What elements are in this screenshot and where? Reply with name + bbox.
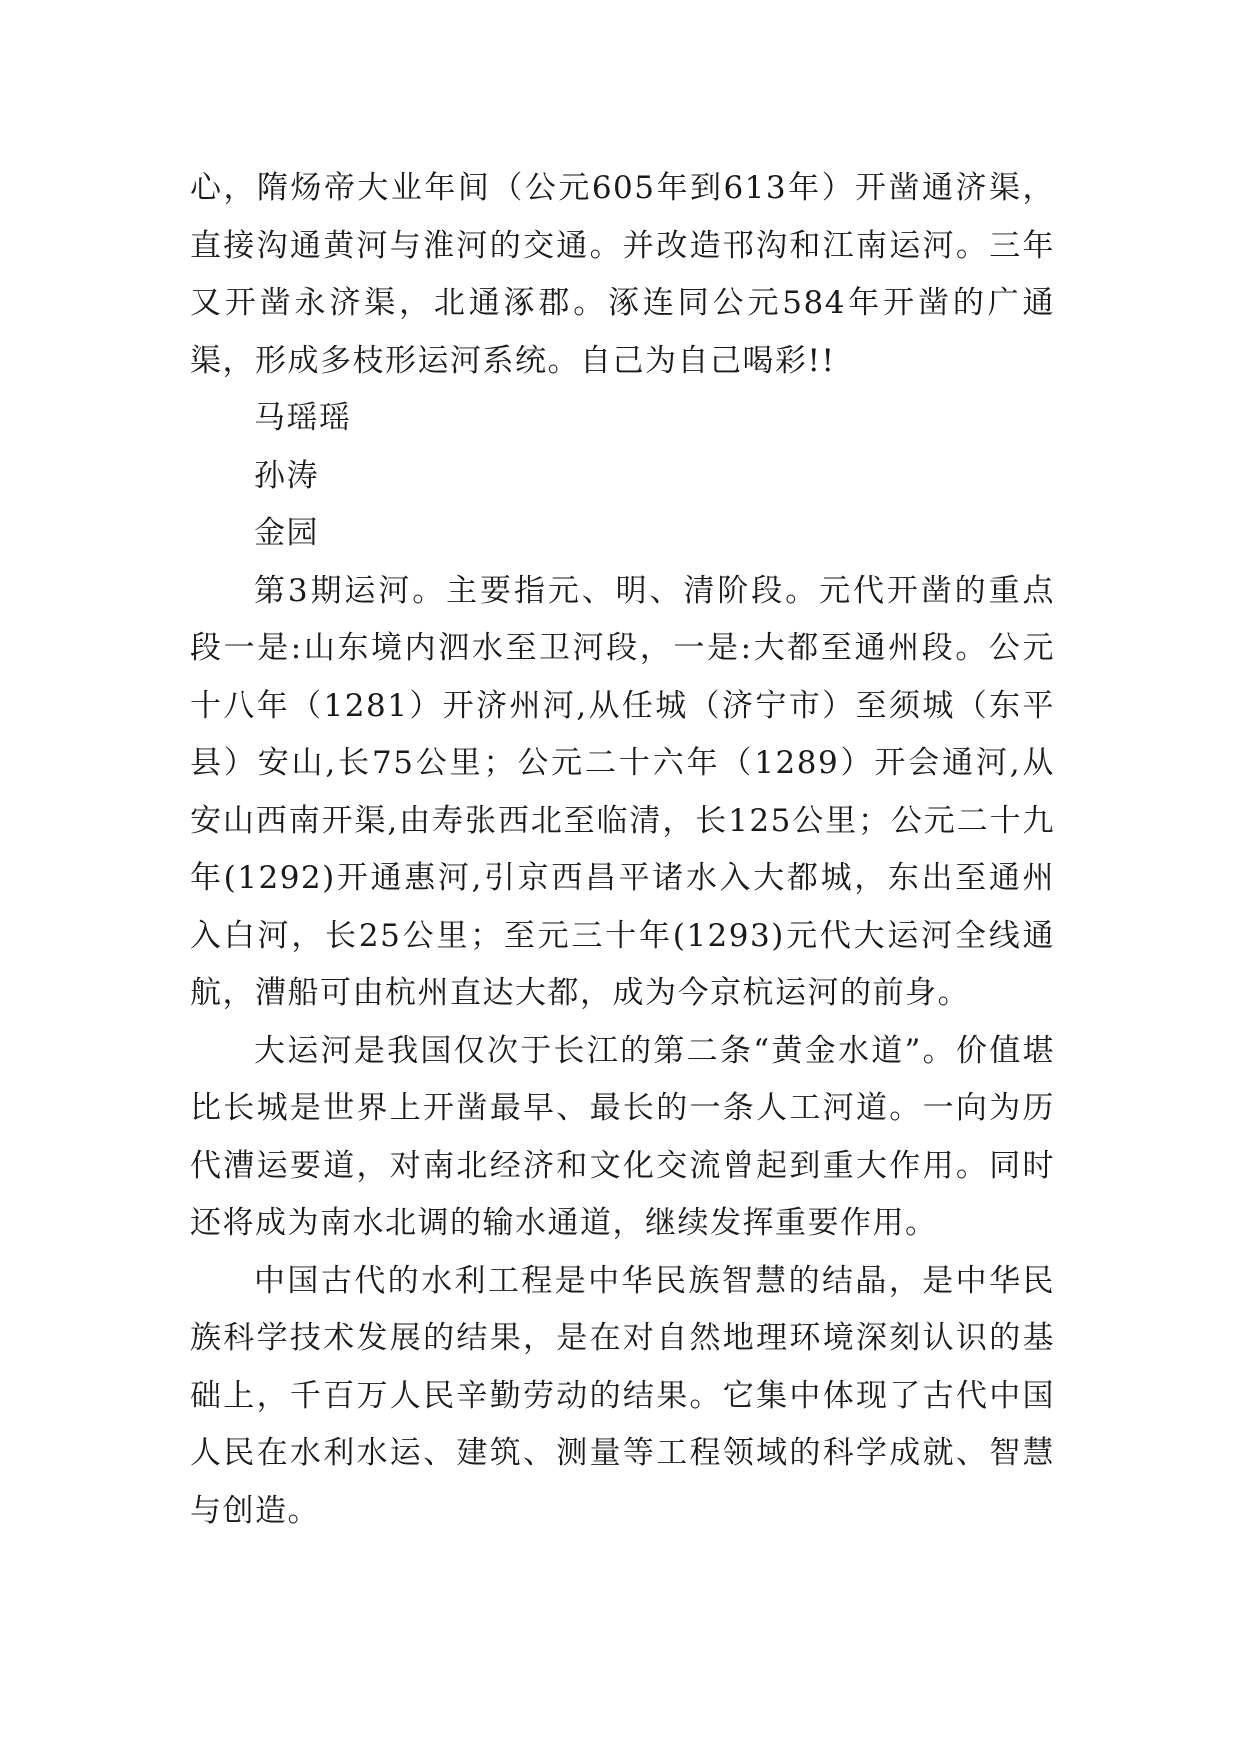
paragraph-third-phase-canal: 第3期运河。主要指元、明、清阶段。元代开凿的重点段一是:山东境内泗水至卫河段，一是:大都至通州段。公元十八年（1281）开济州河,从任城（济宁市）至须城（东平县）安山,长75公里；公元二十六年（1289）开会通河,从安山西南开渠,由寿张西北至临清，长125公里；公元二十九年(1292)开通惠河,引京西昌平诸水入大都城，东出至通州入白河，长25公里；至元三十年(1293)元代大运河全线通航，漕船可由杭州直达大都，成为今京杭运河的前身。: [190, 572, 1055, 1011]
paragraph-grand-canal: 大运河是我国仅次于长江的第二条“黄金水道”。价值堪比长城是世界上开凿最早、最长的一条人工河道。一向为历代漕运要道，对南北经济和文化交流曾起到重大作用。同时还将成为南水北调的输水通道，继续发挥重要作用。: [190, 1032, 1055, 1241]
name-line-1: 马瑶瑶: [254, 400, 352, 436]
document-body: [190, 160, 1055, 1540]
name-line-2: 孙涛: [254, 457, 319, 494]
paragraph-water-engineering: 中国古代的水利工程是中华民族智慧的结晶，是中华民族科学技术发展的结果，是在对自然地理环境深刻认识的基础上，千百万人民辛勤劳动的结果。它集中体现了古代中国人民在水利水运、建筑、测量等工程领域的科学成就、智慧与创造。: [190, 1262, 1055, 1529]
name-line-3: 金园: [254, 515, 319, 551]
paragraph-continuation: 心，隋炀帝大业年间（公元605年到613年）开凿通济渠，直接沟通黄河与淮河的交通。并改造邗沟和江南运河。三年又开凿永济渠，北通涿郡。涿连同公元584年开凿的广通渠，形成多枝形运河系统。自己为自己喝彩!!: [190, 170, 1055, 379]
